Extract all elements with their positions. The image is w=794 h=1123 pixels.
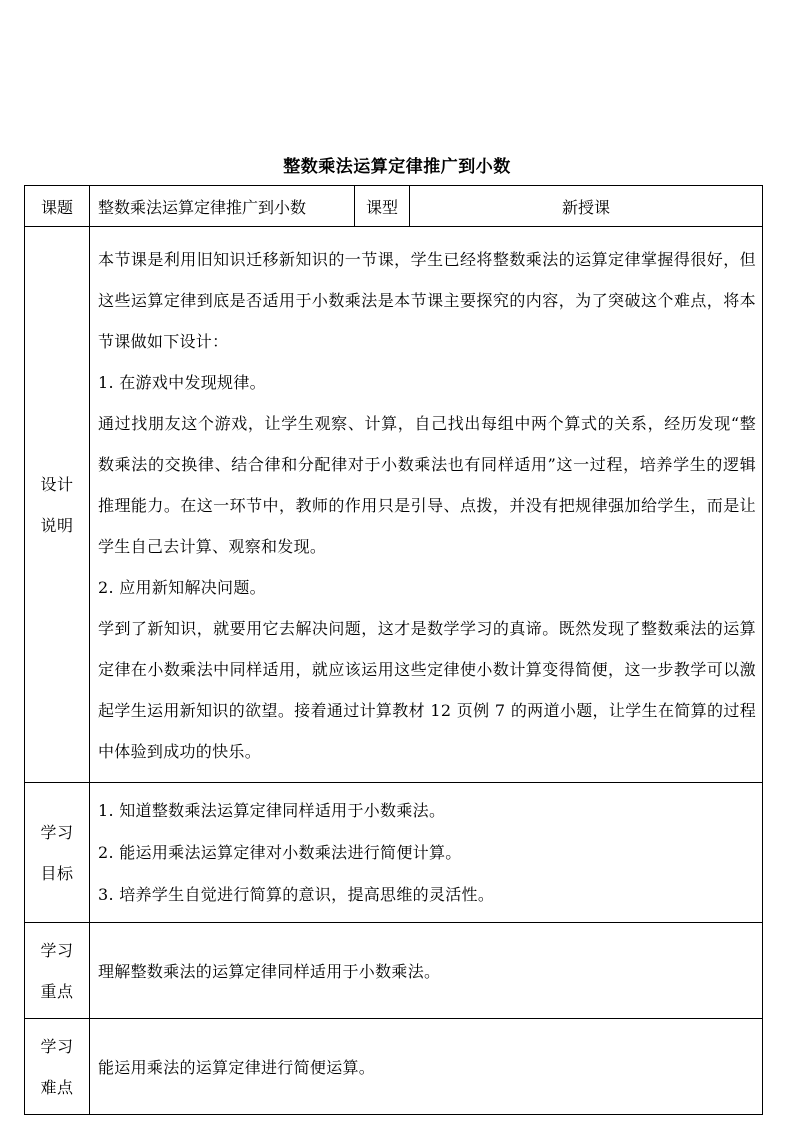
key-points-label-line2: 重点	[40, 981, 74, 1001]
key-points-label-line1: 学习	[40, 940, 74, 960]
type-value-cell: 新授课	[410, 186, 763, 227]
design-row	[25, 227, 763, 783]
key-points-text: 理解整数乘法的运算定律同样适用于小数乘法。	[98, 961, 441, 981]
difficulties-text: 能运用乘法的运算定律进行简便运算。	[98, 1057, 376, 1077]
goal-item: 2. 能运用乘法运算定律对小数乘法进行简便计算。	[98, 843, 462, 862]
design-label-cell	[25, 227, 90, 783]
design-paragraph: 通过找朋友这个游戏，让学生观察、计算，自己找出每组中两个算式的关系，经历发现“整数乘法的交换律、结合律和分配律对于小数乘法也有同样适用”这一过程，培养学生的逻辑推理能力。在这一环节中，教师的作用只是引导、点拨，并没有把规律强加给学生，而是让学生自己去计算、观察和发现。	[98, 413, 756, 556]
difficulties-row	[25, 1019, 763, 1115]
lesson-plan-table	[24, 185, 763, 1115]
difficulties-content-cell	[90, 1019, 763, 1115]
design-paragraph: 2. 应用新知解决问题。	[98, 577, 266, 597]
key-points-row	[25, 923, 763, 1019]
design-paragraph: 学到了新知识，就要用它去解决问题，这才是数学学习的真谛。既然发现了整数乘法的运算定律在小数乘法中同样适用，就应该运用这些定律使小数计算变得简便，这一步教学可以激起学生运用新知识的欲望。接着通过计算教材 12 页例 7 的两道小题，让学生在简算的过程中体验到成功的快乐。	[98, 618, 756, 761]
goals-label-line2: 目标	[40, 863, 74, 883]
key-points-label-cell	[25, 923, 90, 1019]
type-label-cell: 课型	[355, 186, 410, 227]
difficulties-label-line1: 学习	[40, 1036, 74, 1056]
goals-content-cell	[90, 783, 763, 923]
goal-item: 3. 培养学生自觉进行简算的意识，提高思维的灵活性。	[98, 885, 495, 904]
design-paragraph: 1. 在游戏中发现规律。	[98, 372, 266, 392]
goals-label-cell	[25, 783, 90, 923]
difficulties-label-cell	[25, 1019, 90, 1115]
document-title: 整数乘法运算定律推广到小数	[283, 157, 511, 177]
design-label-line1: 设计	[40, 474, 74, 494]
key-points-content-cell	[90, 923, 763, 1019]
goals-row	[25, 783, 763, 923]
header-row	[25, 186, 763, 227]
topic-label-cell: 课题	[25, 186, 90, 227]
design-content-cell	[90, 227, 763, 783]
difficulties-label-line2: 难点	[40, 1077, 74, 1097]
goals-label-line1: 学习	[40, 822, 74, 842]
goal-item: 1. 知道整数乘法运算定律同样适用于小数乘法。	[98, 801, 446, 820]
design-label-line2: 说明	[40, 515, 74, 535]
design-paragraph: 本节课是利用旧知识迁移新知识的一节课，学生已经将整数乘法的运算定律掌握得很好，但这些运算定律到底是否适用于小数乘法是本节课主要探究的内容，为了突破这个难点，将本节课做如下设计：	[98, 249, 756, 351]
topic-value-cell: 整数乘法运算定律推广到小数	[90, 186, 355, 227]
